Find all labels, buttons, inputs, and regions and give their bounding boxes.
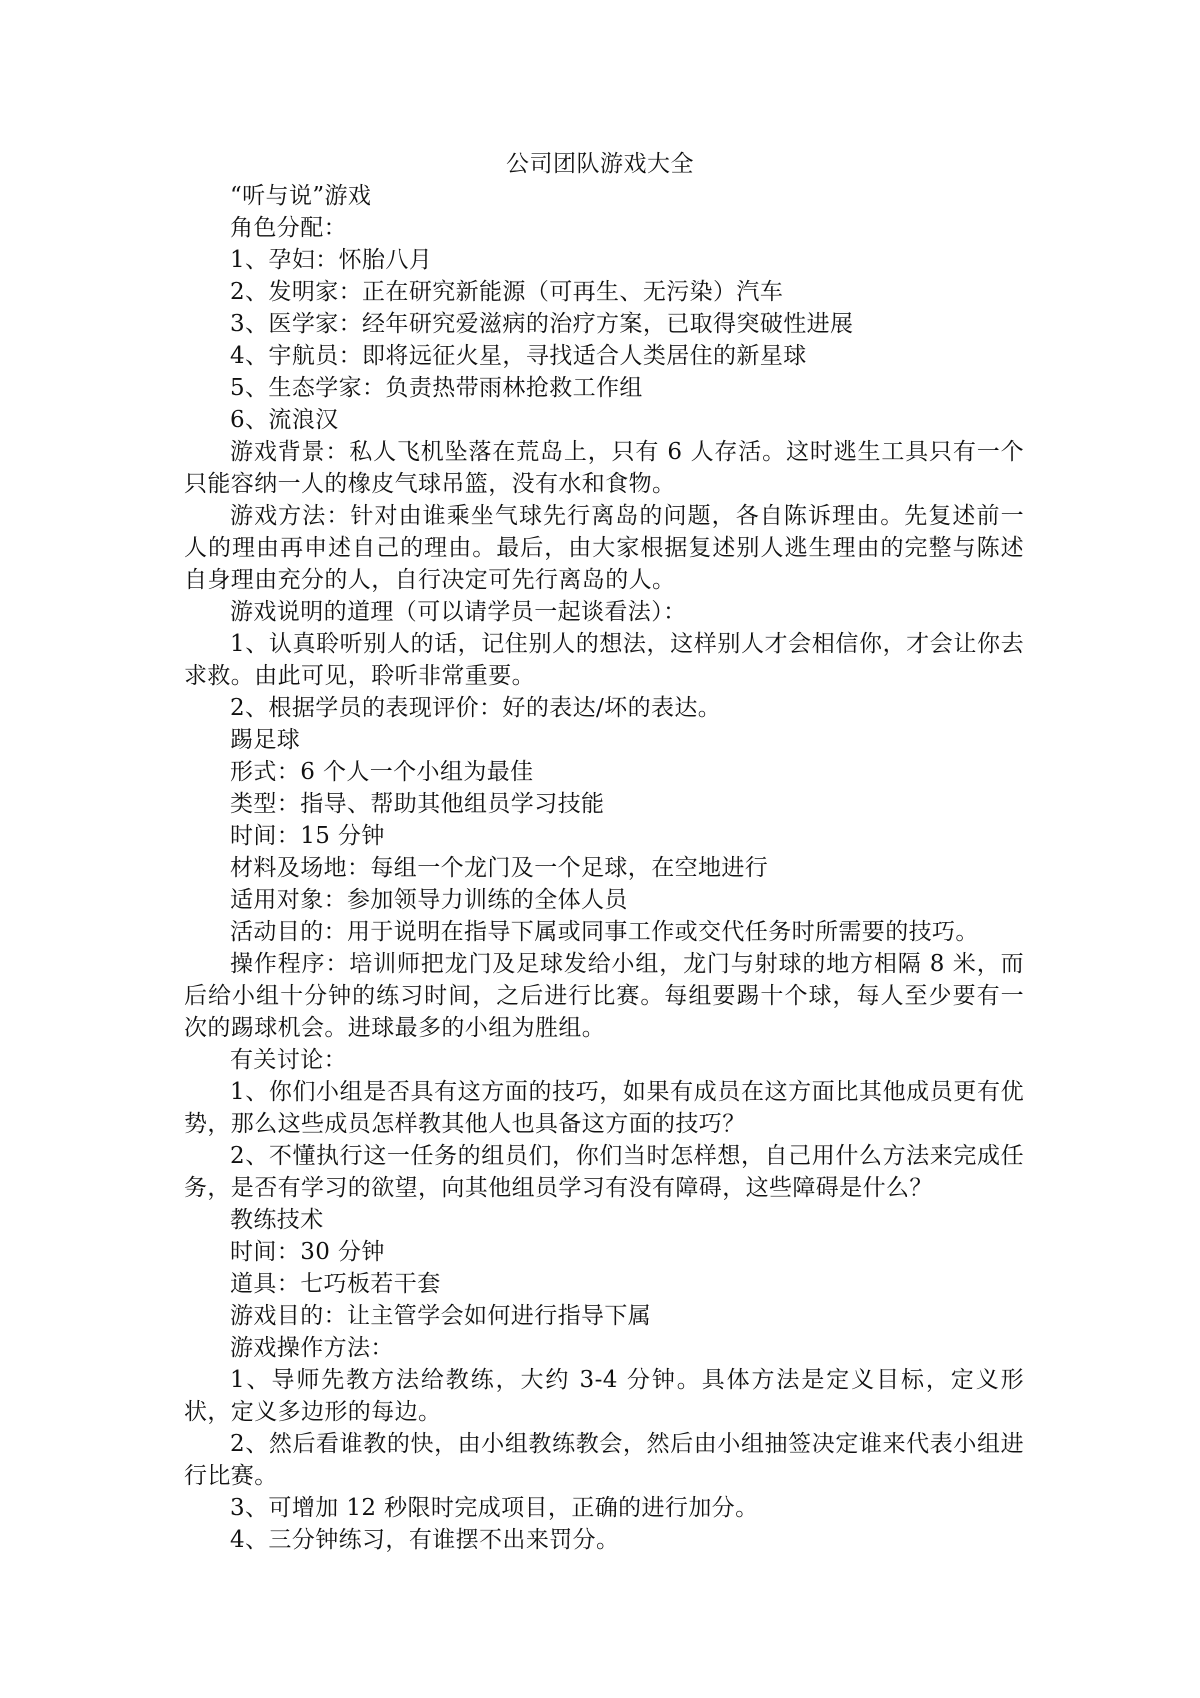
paragraph: 游戏操作方法： — [230, 1335, 394, 1361]
paragraph: 1、孕妇：怀胎八月 — [230, 247, 433, 273]
paragraph: 适用对象：参加领导力训练的全体人员 — [230, 887, 628, 913]
paragraph: 3、可增加 12 秒限时完成项目，正确的进行加分。 — [230, 1495, 759, 1521]
paragraph: 3、医学家：经年研究爱滋病的治疗方案，已取得突破性进展 — [230, 311, 854, 337]
paragraph: 活动目的：用于说明在指导下属或同事工作或交代任务时所需要的技巧。 — [230, 919, 979, 945]
document-title: 公司团队游戏大全 — [506, 151, 694, 177]
paragraph: 2、发明家：正在研究新能源（可再生、无污染）汽车 — [230, 279, 784, 305]
paragraph: 有关讨论： — [230, 1047, 347, 1073]
paragraph: 6、流浪汉 — [230, 407, 339, 433]
paragraph: 2、根据学员的表现评价：好的表达/坏的表达。 — [230, 695, 722, 721]
paragraph: 类型：指导、帮助其他组员学习技能 — [230, 791, 605, 817]
paragraph: 时间：30 分钟 — [230, 1239, 385, 1265]
paragraph: 4、宇航员：即将远征火星，寻找适合人类居住的新星球 — [230, 343, 807, 369]
paragraph: 教练技术 — [230, 1207, 324, 1233]
paragraph: 1、认真聆听别人的话，记住别人的想法，这样别人才会相信你，才会让你去求救。由此可见，聆听非常重要。 — [184, 631, 1024, 689]
paragraph: 材料及场地：每组一个龙门及一个足球，在空地进行 — [230, 855, 769, 881]
paragraph: 形式：6 个人一个小组为最佳 — [230, 759, 534, 785]
paragraph: 1、导师先教方法给教练，大约 3-4 分钟。具体方法是定义目标，定义形状，定义多边形的每边。 — [184, 1367, 1024, 1425]
paragraph: 游戏背景：私人飞机坠落在荒岛上，只有 6 人存活。这时逃生工具只有一个只能容纳一人的橡皮气球吊篮，没有水和食物。 — [184, 439, 1024, 497]
paragraph: 2、不懂执行这一任务的组员们，你们当时怎样想，自己用什么方法来完成任务，是否有学习的欲望，向其他组员学习有没有障碍，这些障碍是什么？ — [184, 1143, 1024, 1201]
paragraph: 操作程序：培训师把龙门及足球发给小组，龙门与射球的地方相隔 8 米，而后给小组十分钟的练习时间，之后进行比赛。每组要踢十个球，每人至少要有一次的踢球机会。进球最多的小组为胜组。 — [184, 951, 1024, 1041]
paragraph: 游戏目的：让主管学会如何进行指导下属 — [230, 1303, 652, 1329]
paragraph: 2、然后看谁教的快，由小组教练教会，然后由小组抽签决定谁来代表小组进行比赛。 — [184, 1431, 1024, 1489]
paragraph: “听与说”游戏 — [230, 183, 372, 209]
document-body — [184, 180, 1024, 1556]
paragraph: 踢足球 — [230, 727, 301, 753]
paragraph: 1、你们小组是否具有这方面的技巧，如果有成员在这方面比其他成员更有优势，那么这些成员怎样教其他人也具备这方面的技巧？ — [184, 1079, 1024, 1137]
paragraph: 道具：七巧板若干套 — [230, 1271, 441, 1297]
paragraph: 4、三分钟练习，有谁摆不出来罚分。 — [230, 1527, 620, 1553]
paragraph: 5、生态学家：负责热带雨林抢救工作组 — [230, 375, 643, 401]
paragraph: 时间：15 分钟 — [230, 823, 385, 849]
paragraph: 游戏方法：针对由谁乘坐气球先行离岛的问题，各自陈诉理由。先复述前一人的理由再申述自己的理由。最后，由大家根据复述别人逃生理由的完整与陈述自身理由充分的人，自行决定可先行离岛的人。 — [184, 503, 1024, 593]
paragraph: 游戏说明的道理（可以请学员一起谈看法）： — [230, 599, 687, 625]
paragraph: 角色分配： — [230, 215, 347, 241]
